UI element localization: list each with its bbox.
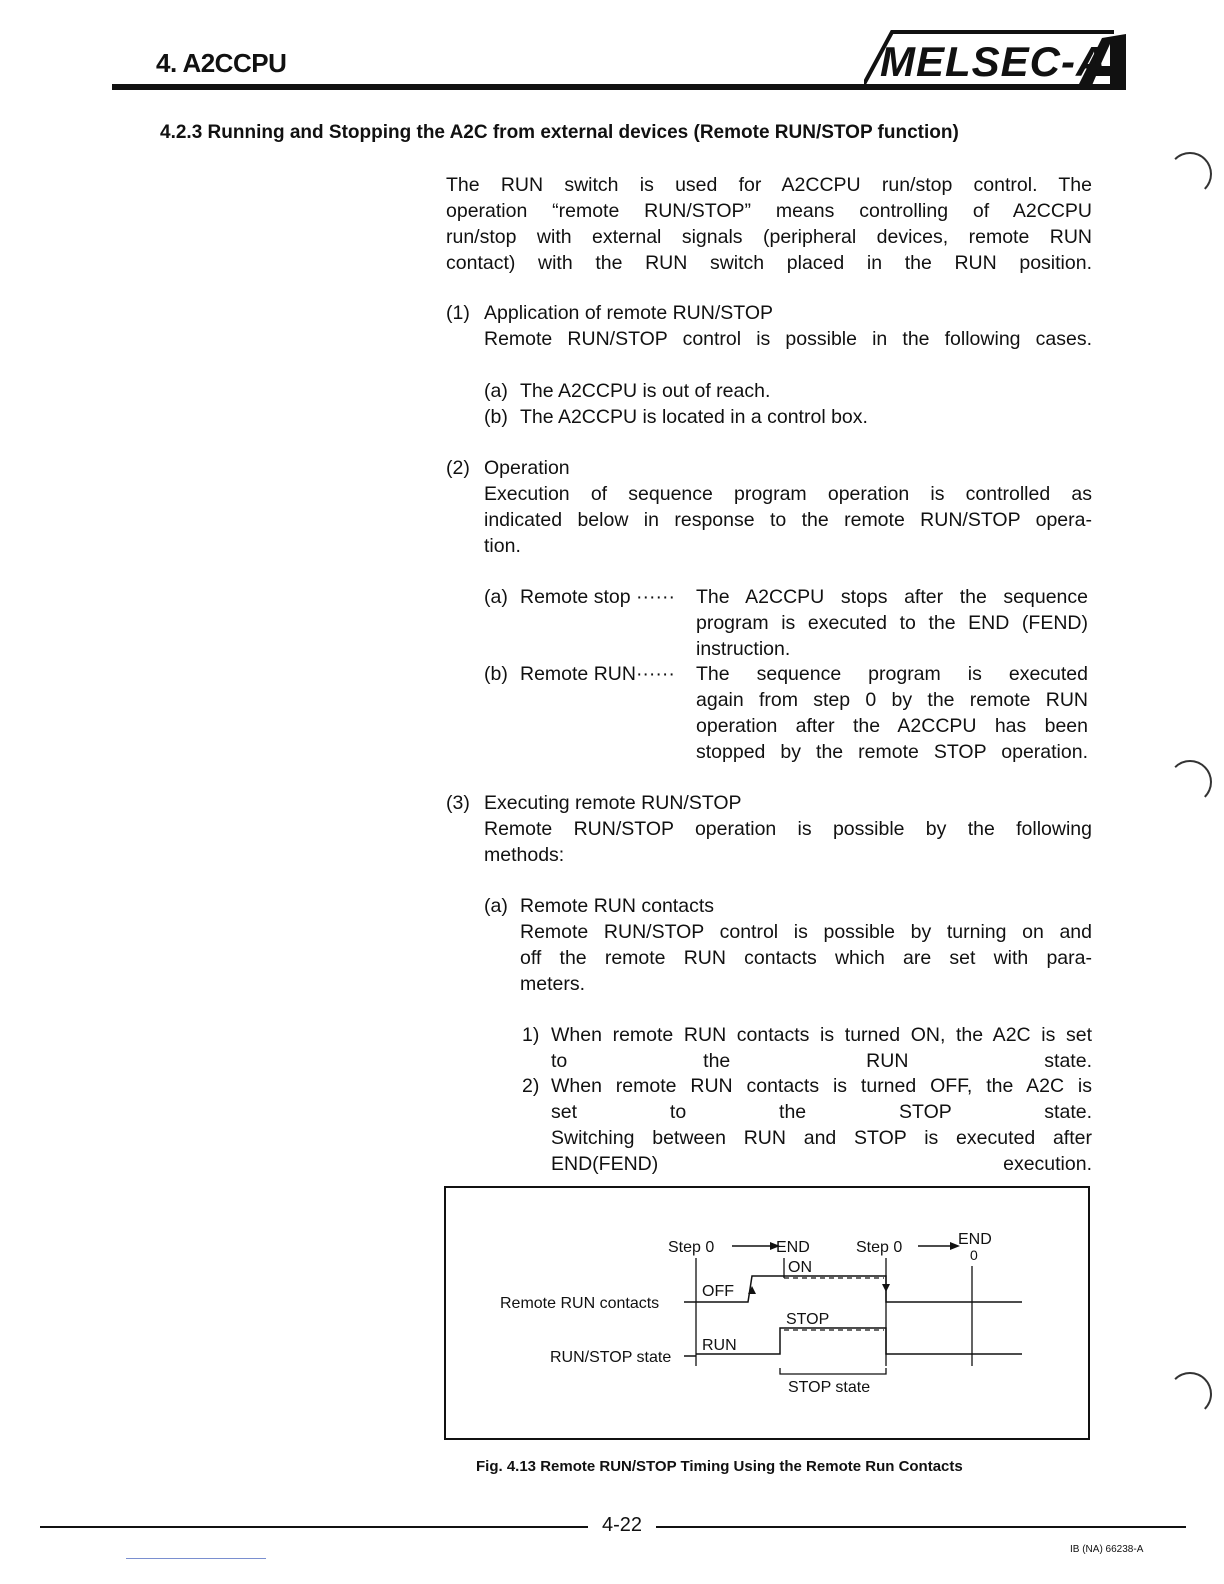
item2-b-label: (b)	[484, 663, 508, 685]
item3-text-line: methods:	[484, 844, 565, 866]
state-signal	[696, 1328, 1022, 1354]
item3-title: Executing remote RUN/STOP	[484, 792, 742, 814]
figure-caption: Fig. 4.13 Remote RUN/STOP Timing Using the Remote Run Contacts	[476, 1458, 963, 1475]
binder-mark	[1168, 760, 1212, 804]
intro-line: operation “remote RUN/STOP” means controlling of A2CCPU	[446, 200, 1092, 222]
item3-a-text-line: off the remote RUN contacts which are set with para-	[520, 947, 1092, 969]
item2-a-desc-line: program is executed to the END (FEND)	[696, 612, 1088, 634]
blue-underline	[126, 1558, 266, 1559]
footer-rule-right	[656, 1526, 1186, 1528]
item1-number: (1)	[446, 302, 470, 324]
step2-number: 2)	[522, 1075, 540, 1097]
item2-b-term: Remote RUN······	[520, 663, 675, 685]
item3-number: (3)	[446, 792, 470, 814]
item3-a-title: Remote RUN contacts	[520, 895, 714, 917]
step1-line: to the RUN state.	[551, 1050, 1092, 1072]
document-id: IB (NA) 66238-A	[1070, 1544, 1144, 1555]
item3-a-text-line: Remote RUN/STOP control is possible by turning on and	[520, 921, 1092, 943]
item2-text-line: Execution of sequence program operation is controlled as	[484, 483, 1092, 505]
item3-text	[484, 816, 1092, 868]
step1-number: 1)	[522, 1024, 540, 1046]
item2-b-desc-line: again from step 0 by the remote RUN	[696, 689, 1088, 711]
step2-line: When remote RUN contacts is turned OFF, the A2C is	[551, 1075, 1092, 1097]
binder-mark	[1168, 1372, 1212, 1416]
step2-line: Switching between RUN and STOP is executed after	[551, 1127, 1092, 1149]
intro-paragraph	[446, 172, 1092, 276]
stop-state-bracket	[780, 1368, 886, 1374]
footer-rule-left	[40, 1526, 588, 1528]
step1-line: When remote RUN contacts is turned ON, the A2C is set	[551, 1024, 1092, 1046]
chapter-title: 4. A2CCPU	[156, 48, 287, 78]
item2-b-desc	[696, 661, 1088, 765]
label-step0-b: Step 0	[856, 1239, 903, 1256]
step2-line: END(FEND) execution.	[551, 1153, 1092, 1175]
item2-text-line: tion.	[484, 535, 521, 557]
section-title: 4.2.3 Running and Stopping the A2C from external devices (Remote RUN/STOP function)	[160, 122, 959, 143]
item2-a-label: (a)	[484, 586, 508, 608]
item1-sub-b-text: The A2CCPU is located in a control box.	[520, 406, 868, 428]
item2-b-desc-line: operation after the A2CCPU has been	[696, 715, 1088, 737]
item2-b-desc-line: The sequence program is executed	[696, 663, 1088, 685]
item1-title: Application of remote RUN/STOP	[484, 302, 774, 324]
label-run: RUN	[702, 1337, 737, 1354]
label-off: OFF	[702, 1283, 734, 1300]
item3-a-label: (a)	[484, 895, 508, 917]
item3-a-text	[520, 919, 1092, 997]
label-zero: 0	[970, 1247, 978, 1263]
item3-text-line: Remote RUN/STOP operation is possible by the following	[484, 818, 1092, 840]
binder-mark	[1168, 152, 1212, 196]
label-run-stop-state: RUN/STOP state	[550, 1349, 672, 1366]
item1-sub-a-label: (a)	[484, 380, 508, 402]
step2-line: set to the STOP state.	[551, 1101, 1092, 1123]
label-end-b: END	[958, 1231, 992, 1248]
item2-number: (2)	[446, 457, 470, 479]
label-end-a: END	[776, 1239, 810, 1256]
item2-a-term: Remote stop ······	[520, 586, 675, 608]
contacts-fall-arrow	[882, 1284, 890, 1292]
item1-sub-a-text: The A2CCPU is out of reach.	[520, 380, 771, 402]
contacts-signal	[696, 1276, 1022, 1302]
item2-b-desc-line: stopped by the remote STOP operation.	[696, 741, 1088, 763]
item2-a-desc-line: instruction.	[696, 638, 791, 660]
label-step0-a: Step 0	[668, 1239, 715, 1256]
item2-title: Operation	[484, 457, 570, 479]
intro-line: contact) with the RUN switch placed in the RUN position.	[446, 252, 1092, 274]
melsec-logo	[880, 38, 1107, 86]
timing-diagram	[444, 1186, 1090, 1440]
item1-text: Remote RUN/STOP control is possible in the following cases.	[484, 328, 1092, 350]
intro-line: run/stop with external signals (peripheral devices, remote RUN	[446, 226, 1092, 248]
step2-text	[551, 1073, 1092, 1177]
item3-a-text-line: meters.	[520, 973, 586, 995]
item2-text-line: indicated below in response to the remote RUN/STOP opera-	[484, 509, 1092, 531]
label-stop-state: STOP state	[788, 1379, 871, 1396]
label-on: ON	[788, 1259, 812, 1276]
item2-text	[484, 481, 1092, 559]
item1-sub-b-label: (b)	[484, 406, 508, 428]
item2-a-desc-line: The A2CCPU stops after the sequence	[696, 586, 1088, 608]
step1-text	[551, 1022, 1092, 1074]
label-remote-run-contacts: Remote RUN contacts	[500, 1295, 660, 1312]
intro-line: The RUN switch is used for A2CCPU run/stop control. The	[446, 174, 1092, 196]
melsec-logo-text: MELSEC-A	[880, 38, 1108, 85]
item2-a-desc	[696, 584, 1088, 662]
label-stop: STOP	[786, 1311, 830, 1328]
page-number: 4-22	[602, 1514, 643, 1536]
